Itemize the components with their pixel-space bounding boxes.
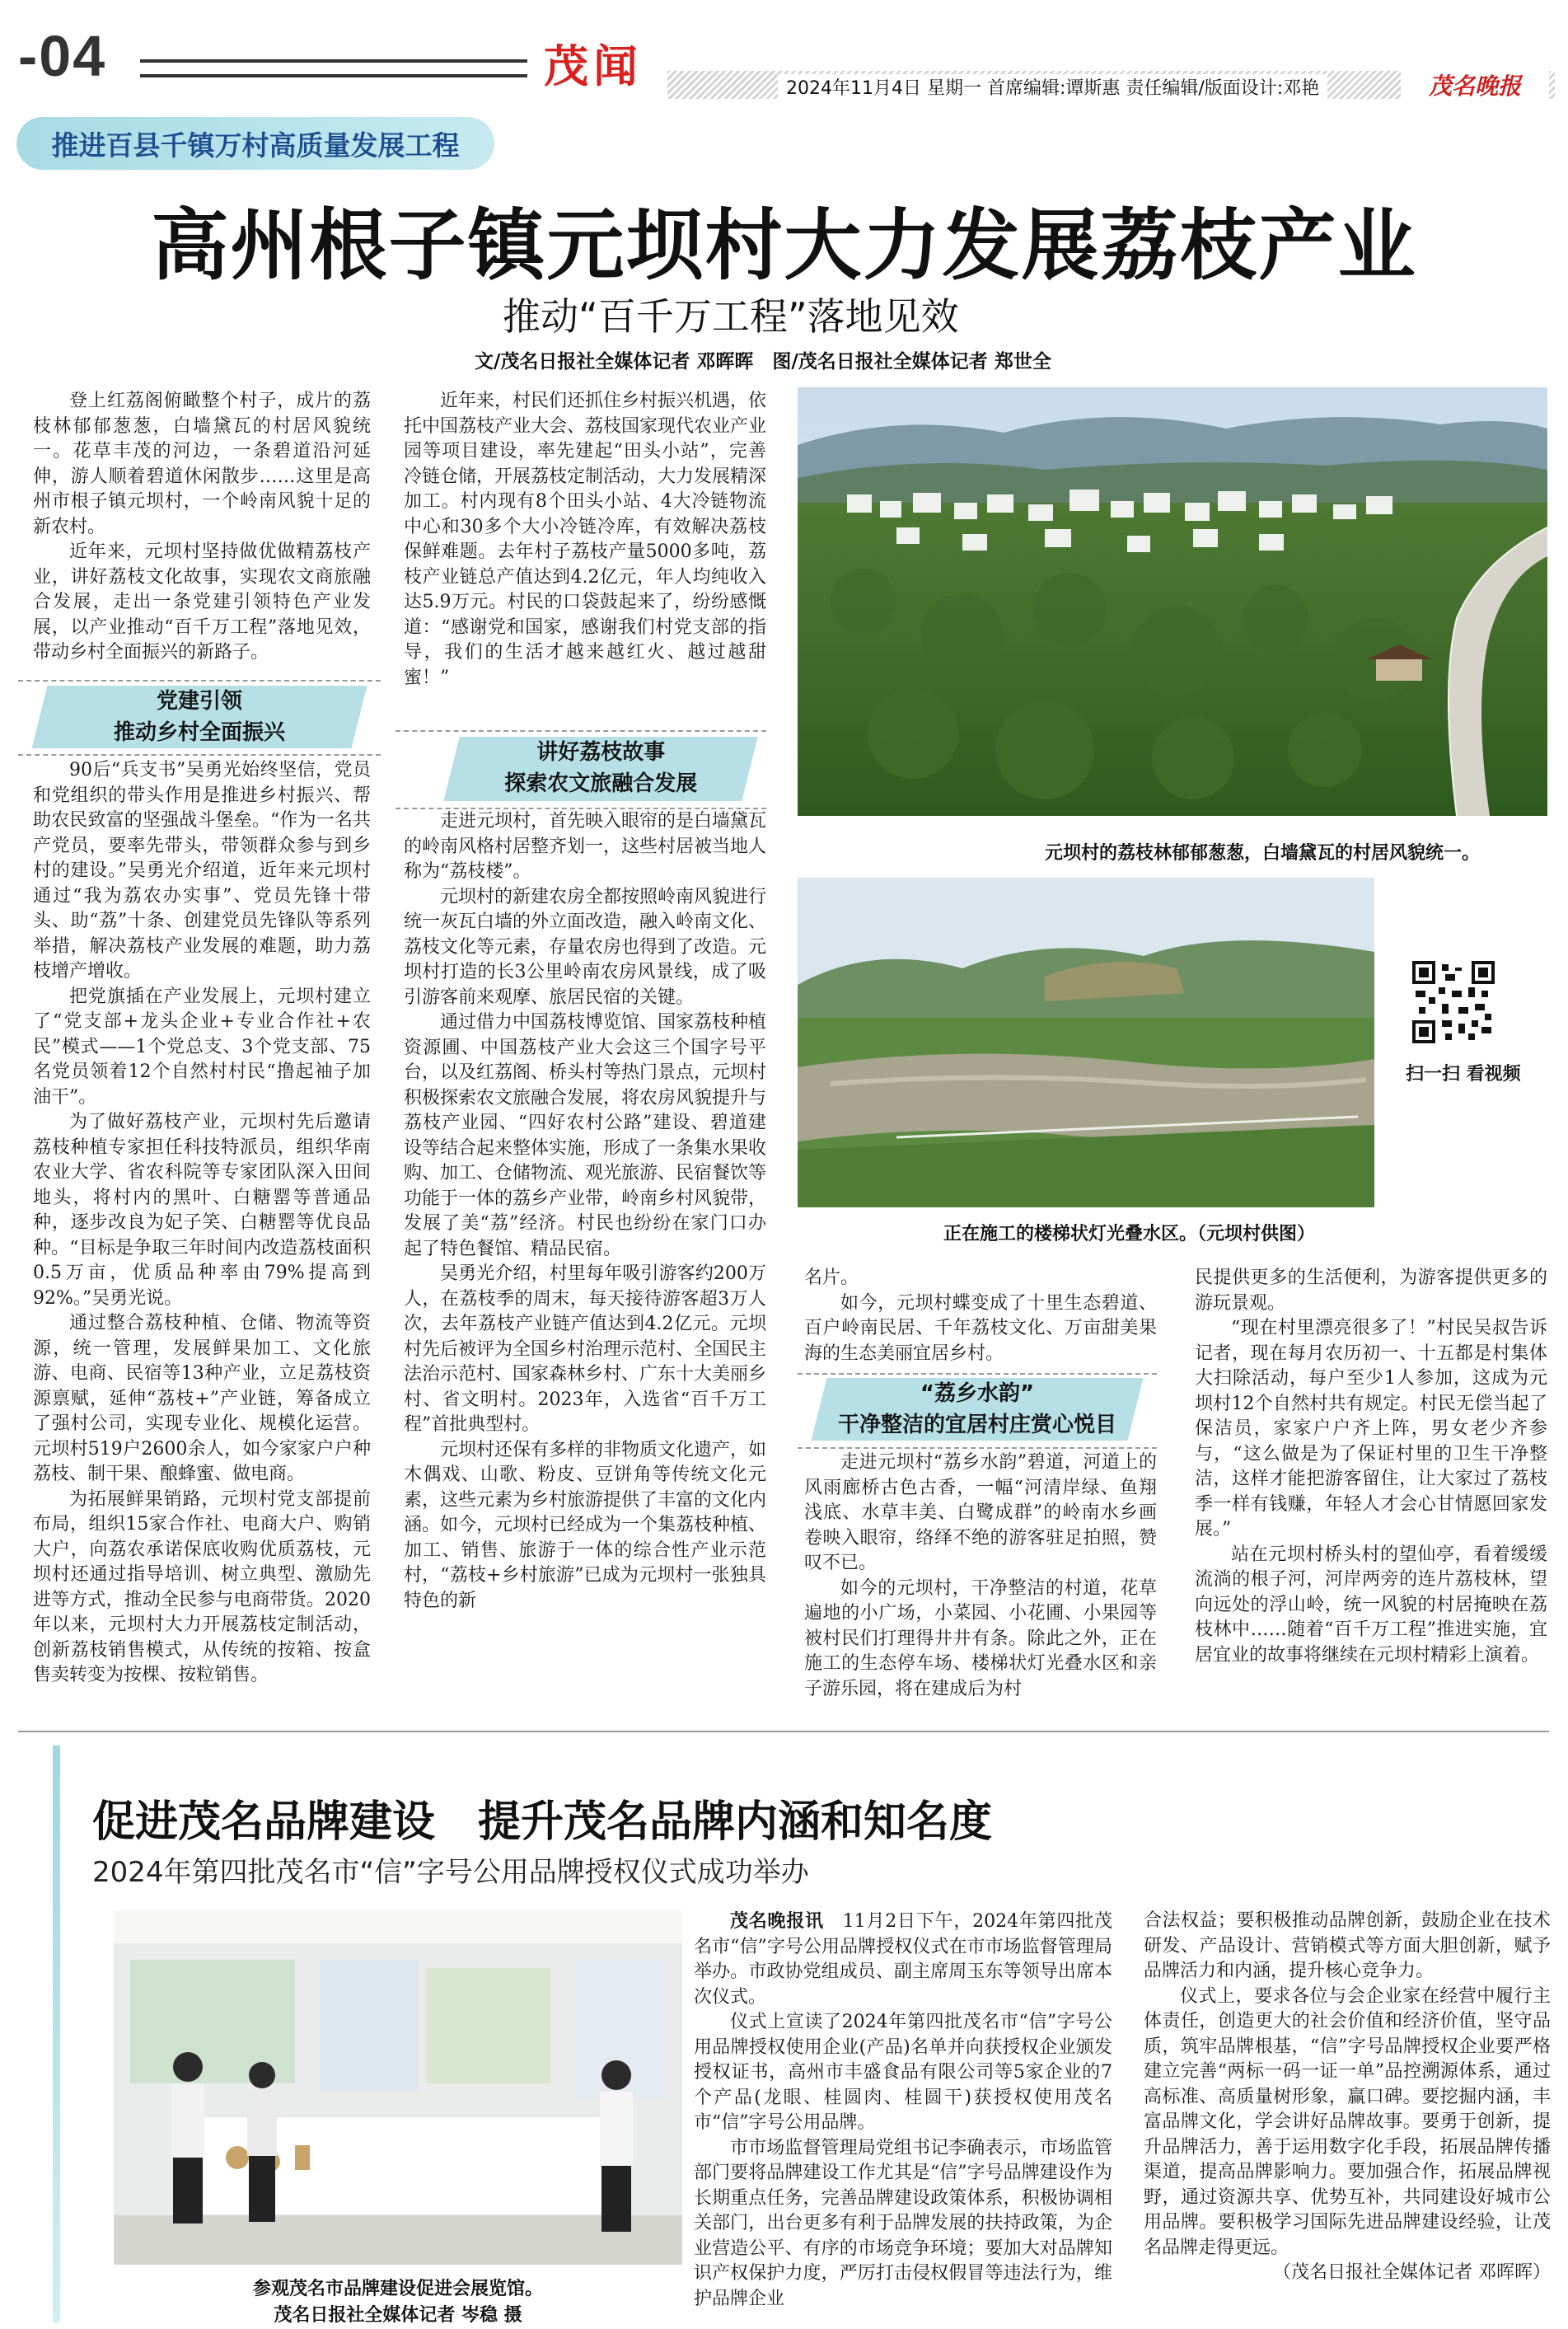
article-column-3b	[804, 1450, 1157, 1702]
paragraph: 站在元坝村桥头村的望仙亭，看着缓缓流淌的根子河，河岸两旁的连片荔枝林，望向远处的浮山岭，统一风貌的村居掩映在荔枝林中……随着“百千万工程”推进实施，宜居宜业的故事将继续在元坝村精彩上演着。	[1195, 1544, 1547, 1666]
subheading-line: 党建引领	[156, 689, 242, 714]
paragraph: 为拓展鲜果销路，元坝村党支部提前布局，组织15家合作社、电商大户、购销大户，向荔农承诺保底收购优质荔枝，元坝村还通过指导培训、树立典型、激励先进等方式，推动全民参与电商带货。2020年以来，元坝村大力开展荔枝定制活动，创新荔枝销售模式，从传统的按箱、按盒售卖转变为按棵、按粒销售。	[33, 1488, 371, 1685]
paragraph: 如今，元坝村蝶变成了十里生态碧道、百户岭南民居、千年荔枝文化、万亩甜美果海的生态美丽宜居乡村。	[804, 1292, 1157, 1364]
topic-ribbon-text: 推进百县千镇万村高质量发展工程	[51, 129, 460, 162]
river-image	[798, 878, 1374, 1207]
subheading-text-2	[452, 737, 750, 799]
dateline: 茂名晚报讯	[730, 1910, 824, 1932]
subheading-banner-3	[812, 1378, 1144, 1441]
article-byline: 文/茂名日报社全媒体记者 邓晖晖 图/茂名日报社全媒体记者 郑世全	[475, 351, 1051, 373]
article-column-1b	[33, 758, 371, 1689]
paragraph: 通过借力中国荔枝博览馆、国家荔枝种植资源圃、中国荔枝产业大会这三个国字号平台，以及红荔阁、桥头村等热门景点，元坝村积极探索农文旅融合发展，将农房风貌提升与荔枝产业园、“四好农村公路”建设、碧道建设等结合起来整体实施，形成了一条集水果收购、加工、仓储物流、观光旅游、民宿餐饮等功能于一体的荔乡产业带，岭南乡村风貌带，发展了美“荔”经济。村民也纷纷在家门口办起了特色餐馆、精品民宿。	[404, 1012, 767, 1259]
paragraph: 合法权益；要积极推动品牌创新，鼓励企业在技术研发、产品设计、营销模式等方面大胆创新，赋予品牌活力和内涵，提升核心竞争力。	[1144, 1910, 1551, 1981]
paragraph: 市市场监督管理局党组书记李确表示，市场监管部门要将品牌建设工作尤其是“信”字号品牌建设作为长期重点任务，完善品牌建设政策体系，积极协调相关部门，出台更多有利于品牌发展的扶持政策，为企业营造公平、有序的市场竞争环境；要加大对品牌知识产权保护力度，严厉打击侵权假冒等违法行为，维护品牌企业	[694, 2137, 1112, 2309]
exhibition-photo	[114, 1910, 682, 2265]
subheading-banner-1	[32, 686, 367, 748]
topic-ribbon	[16, 117, 494, 170]
paragraph: 民提供更多的生活便利，为游客提供更多的游玩景观。	[1195, 1268, 1547, 1314]
article2-headline: 促进茂名品牌建设 提升茂名品牌内涵和知名度	[92, 1797, 993, 1847]
paragraph: 把党旗插在产业发展上，元坝村建立了“党支部+龙头企业+专业合作社+农民”模式——1个党总支、3个党支部、75名党员领着12个自然村村民“撸起袖子加油干”。	[33, 986, 371, 1108]
author-sign: （茂名日报社全媒体记者 邓晖晖）	[1273, 2262, 1551, 2283]
page-number: -04	[18, 24, 107, 88]
subheading-line: 推动乡村全面振兴	[113, 720, 285, 745]
paragraph: 近年来，村民们还抓住乡村振兴机遇，依托中国荔枝产业大会、荔枝国家现代农业产业园等项目建设，率先建起“田头小站”，完善冷链仓储，开展荔枝定制活动，大力发展精深加工。村内现有8个田头小站、4大冷链物流中心和30多个大小冷链冷库，有效解决荔枝保鲜难题。去年村子荔枝产量5000多吨，荔枝产业链总产值达到4.2亿元，年人均纯收入达5.9万元。村民的口袋鼓起来了，纷纷感慨道：“感谢党和国家，感谢我们村党支部的指导，我们的生活才越来越红火、越过越甜蜜！”	[404, 391, 767, 688]
section-divider	[18, 1731, 1549, 1732]
subheading-text-3	[819, 1378, 1135, 1441]
article2-column-1	[694, 1909, 1112, 2312]
photo3-caption-line: 参观茂名市品牌建设促进会展览馆。	[252, 2279, 543, 2299]
paragraph: 近年来，元坝村坚持做优做精荔枝产业，讲好荔枝文化故事，实现农文商旅融合发展，走出一条党建引领特色产业发展，以产业推动“百千万工程”落地见效，带动乡村全面振兴的新路子。	[33, 541, 371, 663]
paragraph: “现在村里漂亮很多了！”村民吴叔告诉记者，现在每月农历初一、十五都是村集体大扫除活动，每户至少1人参加，这成为元坝村12个自然村共有规定。村民无偿当起了保洁员，家家户户齐上阵，男女老少齐参与，“这么做是为了保证村里的卫生干净整洁，这样才能把游客留住，让大家过了荔枝季一样有钱赚，年轻人才会心甘情愿回家发展。”	[1195, 1318, 1547, 1539]
paragraph: 为了做好荔枝产业，元坝村先后邀请荔枝种植专家担任科技特派员，组织华南农业大学、省农科院等专家团队深入田间地头，将村内的黑叶、白糖罂等普通品种，逐步改良为妃子笑、白糖罂等优良品种。“目标是争取三年时间内改造荔枝面积0.5万亩，优质品种率由79%提高到92%。”吴勇光说。	[33, 1112, 371, 1309]
qr-code[interactable]	[1412, 961, 1495, 1043]
article2-subhead: 2024年第四批茂名市“信”字号公用品牌授权仪式成功举办	[92, 1856, 809, 1889]
subheading-line: 探索农文旅融合发展	[504, 771, 698, 796]
photo3-caption	[114, 2276, 682, 2329]
qr-code-icon	[1412, 961, 1495, 1043]
header-rule	[140, 59, 527, 77]
paragraph: 名片。	[804, 1268, 859, 1288]
article-column-2b	[404, 809, 766, 1614]
article-column-4	[1195, 1266, 1547, 1668]
paragraph: 走进元坝村“荔乡水韵”碧道，河道上的风雨廊桥古色古香，一幅“河清岸绿、鱼翔浅底、水草丰美、白鹭成群”的岭南水乡画卷映入眼帘，络绎不绝的游客驻足拍照，赞叹不已。	[804, 1452, 1157, 1573]
paragraph: 如今的元坝村，干净整洁的村道，花草遍地的小广场，小菜园、小花圃、小果园等被村民们打理得井井有条。除此之外，正在施工的生态停车场、楼梯状灯光叠水区和亲子游乐园，将在建成后为村	[804, 1577, 1157, 1699]
subheading-line: “荔乡水韵”	[920, 1381, 1035, 1406]
paragraph-text: 11月2日下午，2024年第四批茂名市“信”字号公用品牌授权仪式在市市场监督管理局举办。市政协党组成员、副主席周玉东等领导出席本次仪式。	[694, 1911, 1112, 2008]
photo2-caption: 正在施工的楼梯状灯光叠水区。（元坝村供图）	[943, 1224, 1316, 1244]
article-headline: 高州根子镇元坝村大力发展荔枝产业	[151, 201, 1417, 291]
paragraph: 90后“兵支书”吴勇光始终坚信，党员和党组织的带头作用是推进乡村振兴、帮助农民致富的坚强战斗堡垒。“作为一名共产党员，要率先带头，带领群众参与到乡村的建设。”吴勇光介绍道，近年来元坝村通过“我为荔农办实事”、党员先锋十带头、助“荔”十条、创建党员先锋队等系列举措，解决荔枝产业发展的难题，助力荔枝增产增收。	[33, 760, 371, 982]
paragraph: 通过整合荔枝种植、仓储、物流等资源，统一管理，发展鲜果加工、文化旅游、电商、民宿等13种产业，立足荔枝资源禀赋，延伸“荔枝+”产业链，筹备成立了强村公司，实现专业化、规模化运营。元坝村519户2600余人，如今家家户户种荔枝、制干果、酿蜂蜜、做电商。	[33, 1313, 371, 1484]
accent-bar	[53, 1746, 60, 2322]
paragraph: 元坝村还保有多样的非物质文化遗产，如木偶戏、山歌、粉皮、豆饼角等传统文化元素，这些元素为乡村旅游提供了丰富的文化内涵。如今，元坝村已经成为一个集荔枝种植、加工、销售、旅游于一体的综合性产业示范村，“荔枝+乡村旅游”已成为元坝村一张独具特色的新	[404, 1439, 767, 1611]
newspaper-logo: 茂名晚报	[1401, 71, 1549, 99]
subheading-banner-2	[443, 737, 757, 801]
section-name: 茂闻	[544, 40, 643, 92]
paragraph: 吴勇光介绍，村里每年吸引游客约200万人，在荔枝季的周末，每天接待游客超3万人次，去年荔枝产业链产值达到4.2亿元。元坝村先后被评为全国乡村治理示范村、全国民主法治示范村、国家森林乡村、广东十大美丽乡村、省文明村。2023年，入选省“百千万工程”首批典型村。	[404, 1263, 767, 1435]
paragraph: 元坝村的新建农房全都按照岭南风貌进行统一灰瓦白墙的外立面改造，融入岭南文化、荔枝文化等元素，存量农房也得到了改造。元坝村打造的长3公里岭南农房风景线，成了吸引游客前来观摩、旅居民宿的关键。	[404, 886, 767, 1008]
river-photo	[798, 878, 1374, 1207]
paragraph: 仪式上，要求各位与会企业家在经营中履行主体责任，创造更大的社会价值和经济价值，坚守品质，筑牢品牌根基，“信”字号品牌授权企业要严格建立完善“两标一码一证一单”品控溯源体系，通过高标准、高质量树形象，赢口碑。要挖掘内涵，丰富品牌文化，学会讲好品牌故事。要勇于创新，提升品牌活力，善于运用数字化手段，拓展品牌传播渠道，提高品牌影响力。要加强合作，拓展品牌视野，通过资源共享、优势互补，共同建设好城市公用品牌。要积极学习国际先进品牌建设经验，让茂名品牌走得更远。	[1144, 1985, 1551, 2258]
village-aerial-photo	[798, 387, 1547, 816]
article-column-2	[404, 389, 766, 691]
exhibition-image	[114, 1910, 682, 2265]
qr-caption: 扫一扫 看视频	[1406, 1064, 1521, 1085]
paragraph: 登上红荔阁俯瞰整个村子，成片的荔枝林郁郁葱葱，白墙黛瓦的村居风貌统一。花草丰茂的河边，一条碧道沿河延伸，游人顺着碧道休闲散步……这里是高州市根子镇元坝村，一个岭南风貌十足的新农村。	[33, 391, 371, 537]
header-info: 2024年11月4日 星期一 首席编辑:谭斯惠 责任编辑/版面设计:邓艳	[778, 74, 1327, 100]
article-subhead: 推动“百千万工程”落地见效	[503, 294, 959, 339]
section-title	[527, 30, 659, 96]
photo1-caption: 元坝村的荔枝林郁郁葱葱，白墙黛瓦的村居风貌统一。	[1045, 843, 1481, 864]
subheading-text-1	[40, 686, 359, 748]
subheading-line: 讲好荔枝故事	[536, 740, 666, 765]
paragraph	[694, 1909, 1112, 2010]
article2-column-2	[1144, 1909, 1551, 2286]
village-aerial-image	[798, 387, 1547, 816]
paragraph: 走进元坝村，首先映入眼帘的是白墙黛瓦的岭南风格村居整齐划一，这些村居被当地人称为“荔枝楼”。	[404, 811, 767, 882]
article-column-1	[33, 389, 371, 666]
paragraph: 仪式上宣读了2024年第四批茂名市“信”字号公用品牌授权使用企业(产品)名单并向获授权企业颁发授权证书，高州市丰盛食品有限公司等5家企业的7个产品(龙眼、桂圆肉、桂圆干)获授权使用茂名市“信”字号公用品牌。	[694, 2012, 1112, 2133]
article-column-3	[804, 1266, 1157, 1366]
photo3-caption-line: 茂名日报社全媒体记者 岑稳 摄	[274, 2305, 522, 2326]
subheading-line: 干净整洁的宜居村庄赏心悦目	[837, 1413, 1116, 1437]
